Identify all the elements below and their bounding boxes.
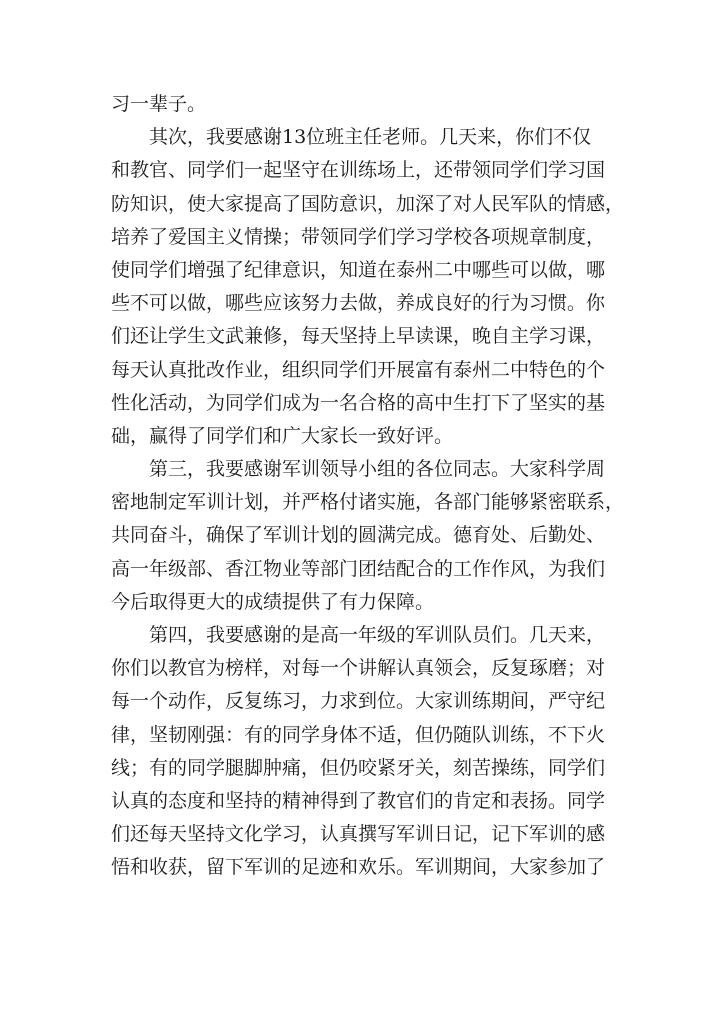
text-line: 线；有的同学腿脚肿痛，但仍咬紧牙关，刻苦操练，同学们 xyxy=(111,756,606,779)
paragraph-start-line: 其次，我要感谢13位班主任老师。几天来，你们不仅 xyxy=(149,126,592,149)
text-line: 悟和收获，留下军训的足迹和欢乐。军训期间，大家参加了 xyxy=(111,856,606,879)
text-line: 培养了爱国主义情操；带领同学们学习学校各项规章制度， xyxy=(111,225,606,248)
text-line: 们还让学生文武兼修，每天坚持上早读课，晚自主学习课， xyxy=(111,325,606,348)
text-line: 习一辈子。 xyxy=(111,93,207,115)
text-line: 础，赢得了同学们和广大家长一致好评。 xyxy=(111,424,454,447)
text-line: 每天认真批改作业，组织同学们开展富有泰州二中特色的个 xyxy=(111,358,606,381)
text-line: 每一个动作，反复练习，力求到位。大家训练期间，严守纪 xyxy=(111,690,606,713)
text-line: 今后取得更大的成绩提供了有力保障。 xyxy=(111,590,435,613)
paragraph-start-line: 第四，我要感谢的是高一年级的军训队员们。几天来， xyxy=(149,624,606,646)
text-line: 使同学们增强了纪律意识，知道在泰州二中哪些可以做，哪 xyxy=(111,258,606,281)
text-line: 性化活动，为同学们成为一名合格的高中生打下了坚实的基 xyxy=(111,391,606,414)
text-line: 和教官、同学们一起坚守在训练场上，还带领同学们学习国 xyxy=(111,159,606,182)
text-line: 们还每天坚持文化学习，认真撰写军训日记，记下军训的感 xyxy=(111,823,606,846)
text-line: 防知识，使大家提高了国防意识，加深了对人民军队的情感， xyxy=(111,192,625,215)
paragraph-start-line: 第三，我要感谢军训领导小组的各位同志。大家科学周 xyxy=(149,458,606,481)
body-text xyxy=(111,88,631,885)
text-line: 律，坚韧刚强：有的同学身体不适，但仍随队训练，不下火 xyxy=(111,723,606,746)
text-line: 认真的态度和坚持的精神得到了教官们的肯定和表扬。同学 xyxy=(111,789,606,812)
text-line: 密地制定军训计划，并严格付诸实施，各部门能够紧密联系， xyxy=(111,491,625,514)
text-line: 共同奋斗，确保了军训计划的圆满完成。德育处、后勤处、 xyxy=(111,524,606,547)
text-line: 高一年级部、香江物业等部门团结配合的工作作风，为我们 xyxy=(111,557,606,580)
text-line: 你们以教官为榜样，对每一个讲解认真领会，反复琢磨；对 xyxy=(111,657,606,680)
text-line: 些不可以做，哪些应该努力去做，养成良好的行为习惯。你 xyxy=(111,292,606,315)
